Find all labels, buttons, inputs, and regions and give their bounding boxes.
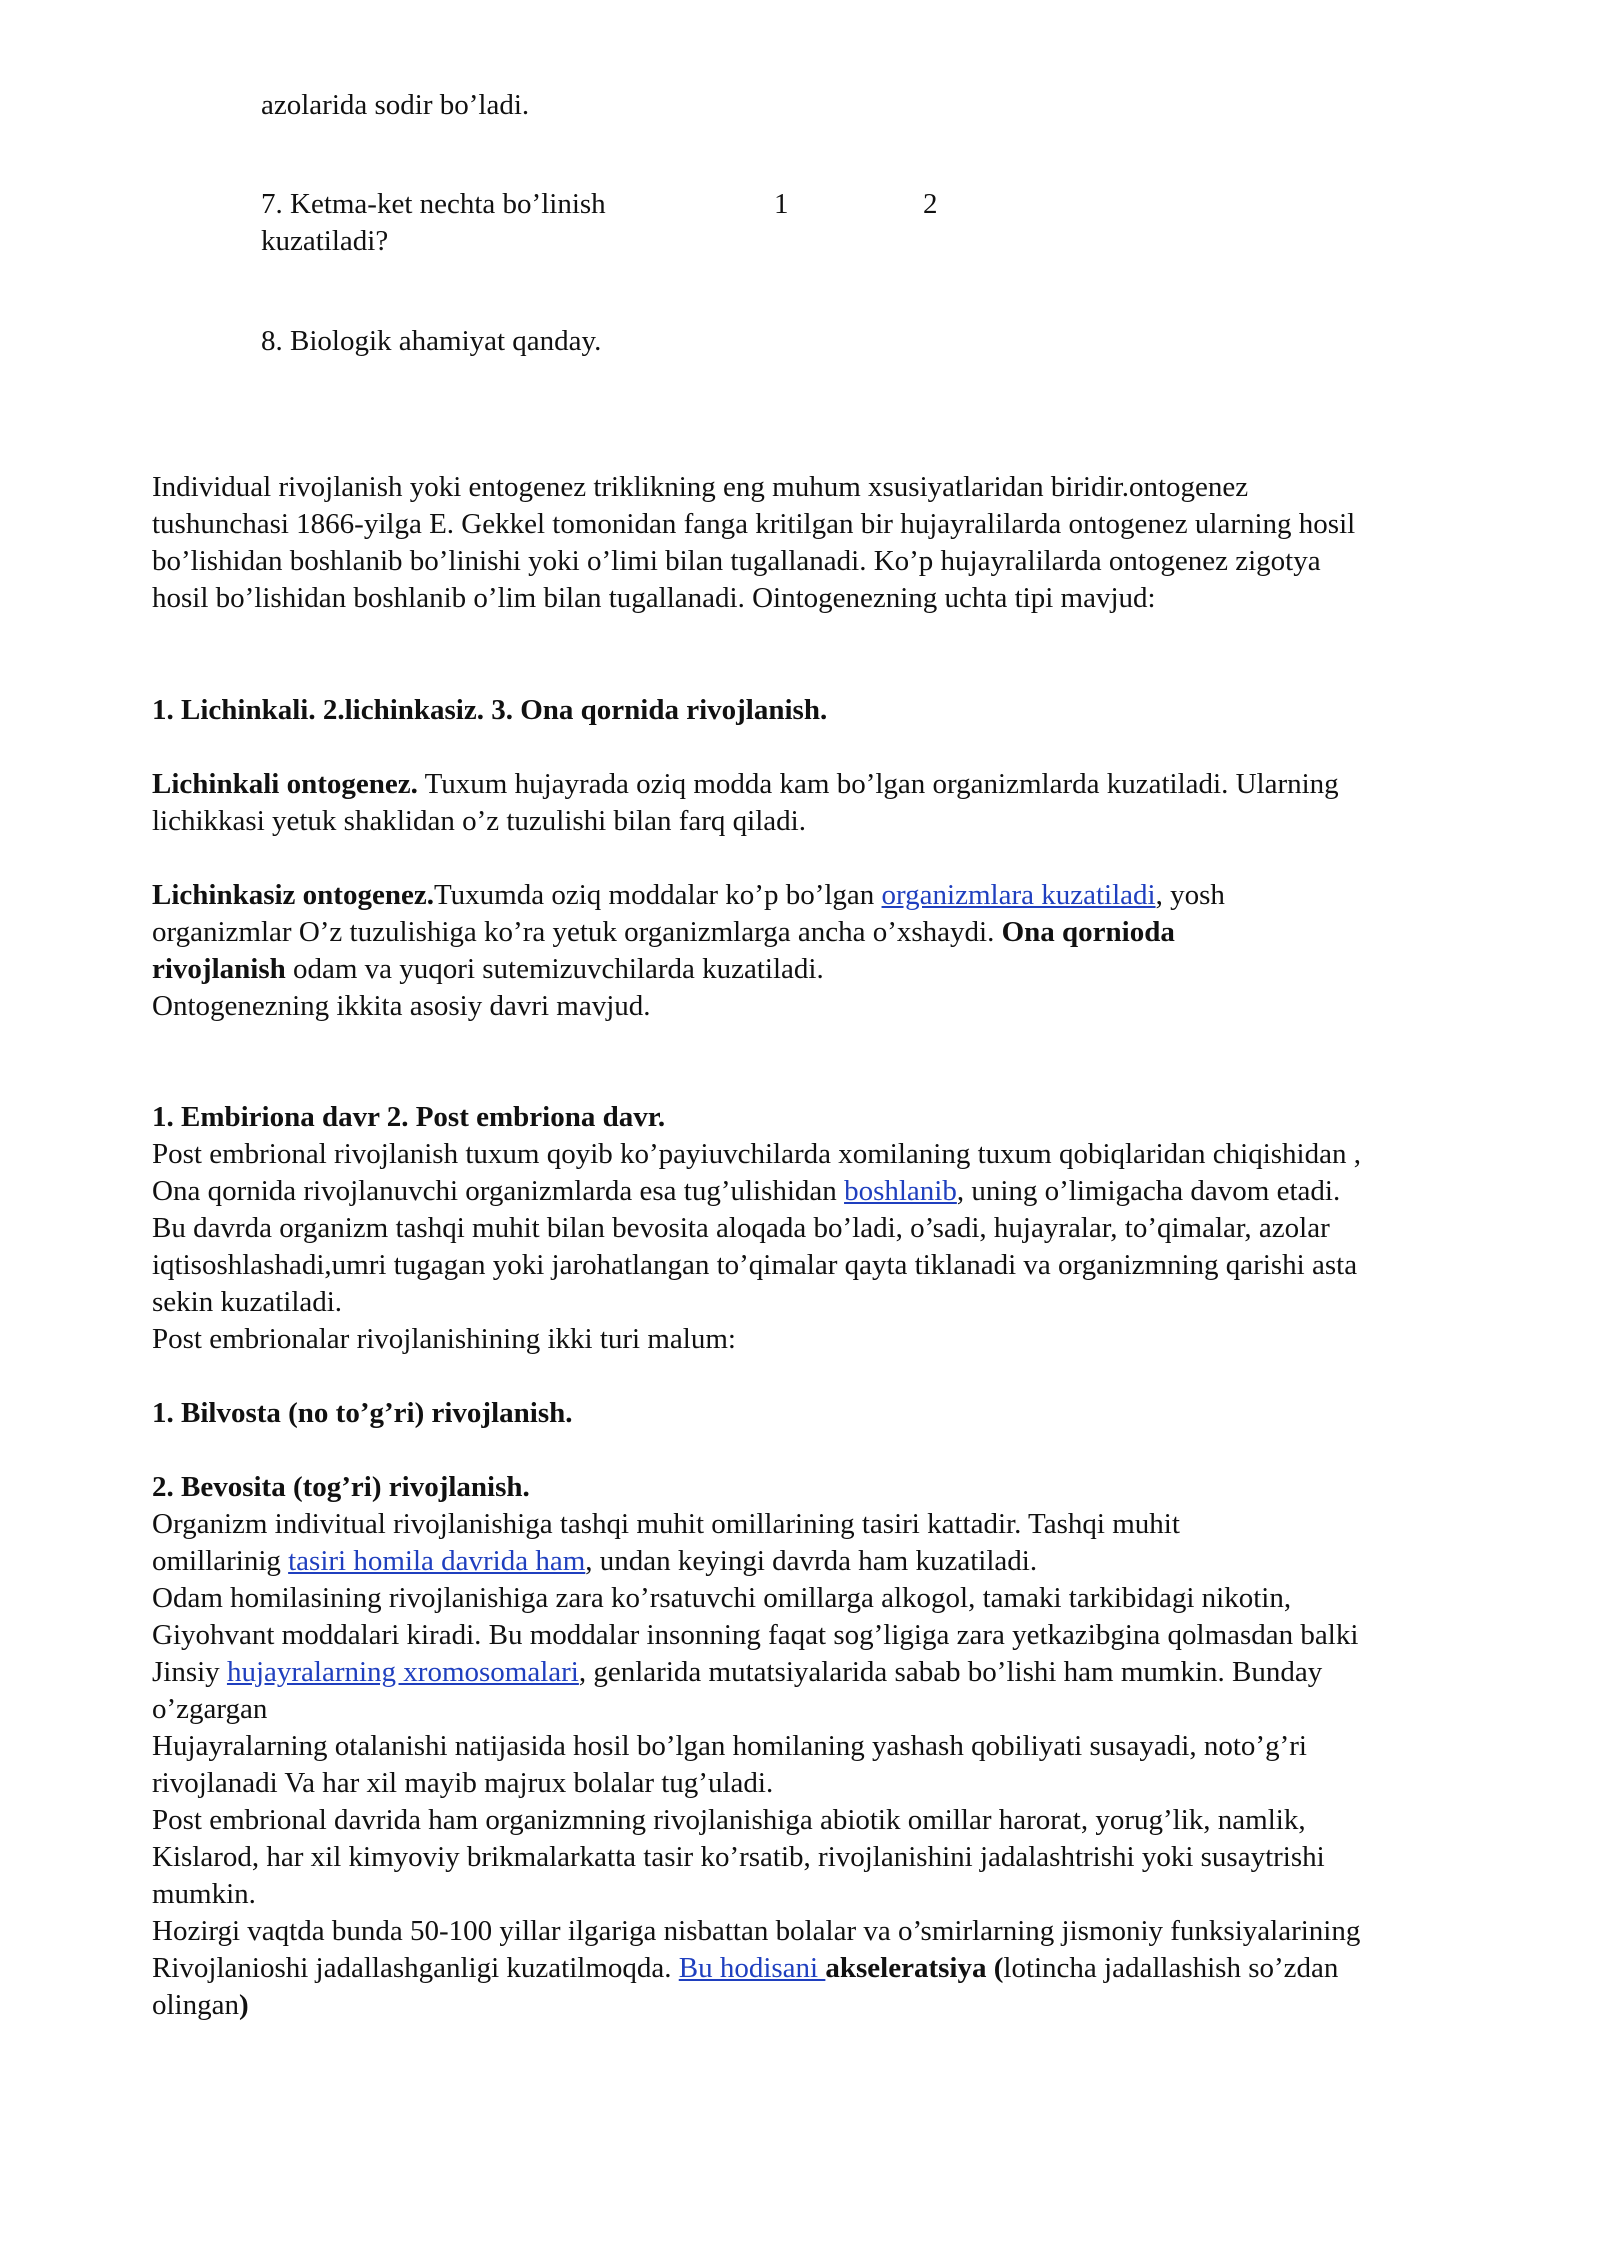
hujayralarning-link[interactable]: hujayralarning xromosomalari: [226, 1656, 579, 1688]
question-7: [261, 186, 606, 260]
direct-heading-text: 2. Bevosita (tog’ri) rivojlanish.: [152, 1471, 530, 1503]
environment-line2-post: , undan keyingi davrda ham kuzatiladi.: [585, 1545, 1038, 1577]
question-7-answer-1: 1: [774, 188, 789, 220]
types-heading-text: 1. Lichinkali. 2.lichinkasiz. 3. Ona qornida rivojlanish.: [152, 694, 828, 726]
intro-line: hosil bo’lishidan boshlanib o’lim bilan tugallanadi. Ointogenezning uchta tipi mavjud:: [152, 582, 1156, 614]
intro-line: Individual rivojlanish yoki entogenez triklikning eng muhum xsusiyatlaridan biridir.ontogenez: [152, 471, 1249, 503]
question-8-text: 8. Biologik ahamiyat qanday.: [261, 325, 602, 357]
question-7-line2: kuzatiladi?: [261, 225, 389, 257]
intro-line: bo’lishidan boshlanib bo’linishi yoki o’limi bilan tugallanadi. Ko’p hujayralilarda ontogenez zigotya: [152, 545, 1321, 577]
environment-line13-pre: Rivojlanioshi jadallashganligi kuzatilmoqda.: [152, 1952, 679, 1984]
postembryonic-paragraph: [152, 1136, 1522, 1358]
nonlarval-paragraph: [152, 877, 1522, 1025]
environment-line2-pre: omillarinig: [152, 1545, 289, 1577]
larval-line1: [152, 766, 1522, 803]
bu-hodisani-link[interactable]: Bu hodisani: [678, 1952, 826, 1984]
nonlarval-line2: [152, 914, 1522, 951]
open-paren: (: [986, 1952, 1004, 1984]
nonlarval-term: Lichinkasiz ontogenez.: [152, 879, 434, 911]
direct-section: [152, 1469, 1522, 2024]
environment-line7: Hujayralarning otalanishi natijasida hosil bo’lgan homilaning yashash qobiliyati susayadi, noto’g’ri: [152, 1730, 1307, 1762]
akseleratsiya-term: akseleratsiya: [825, 1952, 987, 1984]
tasiri-homila-link[interactable]: tasiri homila davrida ham: [288, 1545, 586, 1577]
nonlarval-line4: Ontogenezning ikkita asosiy davri mavjud.: [152, 990, 651, 1022]
environment-line14: [152, 1987, 1522, 2024]
nonlarval-line3: [152, 951, 1522, 988]
nonlarval-line1: [152, 877, 1522, 914]
close-paren: ): [239, 1989, 249, 2021]
rivojlanish-term: rivojlanish: [152, 953, 286, 985]
environment-line9: Post embrional davrida ham organizmning rivojlanishiga abiotik omillar harorat, yorug’lik, namlik,: [152, 1804, 1306, 1836]
postembryonic-line3: Bu davrda organizm tashqi muhit bilan bevosita aloqada bo’ladi, o’sadi, hujayralar, to’qimalar, azolar: [152, 1212, 1330, 1244]
indirect-heading-text: 1. Bilvosta (no to’g’ri) rivojlanish.: [152, 1397, 573, 1429]
environment-line6: o’zgargan: [152, 1693, 268, 1725]
nonlarval-line1-rest: Tuxumda oziq moddalar ko’p bo’lgan: [433, 879, 882, 911]
postembryonic-line2-post: , uning o’limigacha davom etadi.: [956, 1175, 1341, 1207]
environment-line11: mumkin.: [152, 1878, 256, 1910]
question-8: [261, 323, 601, 360]
postembryonic-line2: [152, 1173, 1522, 1210]
environment-line12: Hozirgi vaqtda bunda 50-100 yillar ilgariga nisbattan bolalar va o’smirlarning jismoniy funksiyalarining: [152, 1915, 1361, 1947]
larval-line1-rest: Tuxum hujayrada oziq modda kam bo’lgan organizmlarda kuzatiladi. Ularning: [417, 768, 1339, 800]
boshlanib-link[interactable]: boshlanib: [844, 1175, 957, 1207]
nonlarval-line3-rest: odam va yuqori sutemizuvchilarda kuzatiladi.: [285, 953, 824, 985]
ona-qornida-term: Ona qornioda: [1001, 916, 1175, 948]
environment-line13: [152, 1950, 1522, 1987]
postembryonic-line1: Post embrional rivojlanish tuxum qoyib ko’payiuvchilarda xomilaning tuxum qobiqlaridan chiqishidan ,: [152, 1138, 1361, 1170]
environment-line4: Giyohvant moddalari kiradi. Bu moddalar insonning faqat sog’ligiga zara yetkazibgina qolmasdan balki: [152, 1619, 1359, 1651]
environment-line10: Kislarod, har xil kimyoviy brikmalarkatta tasir ko’rsatib, rivojlanishini jadalashtrishi yoki susaytrishi: [152, 1841, 1325, 1873]
postembryonic-line4: iqtisoshlashadi,umri tugagan yoki jarohatlangan to’qimalar qayta tiklanadi va organizmning qarishi asta: [152, 1249, 1358, 1281]
environment-line3: Odam homilasining rivojlanishiga zara ko’rsatuvchi omillarga alkogol, tamaki tarkibidagi nikotin,: [152, 1582, 1292, 1614]
larval-term: Lichinkali ontogenez.: [152, 768, 418, 800]
nonlarval-line1-after: , yosh: [1155, 879, 1225, 911]
question-7-answer-2: 2: [923, 188, 938, 220]
indirect-heading: [152, 1395, 1522, 1432]
periods-heading-text: 1. Embiriona davr 2. Post embriona davr.: [152, 1101, 666, 1133]
postembryonic-line5: sekin kuzatiladi.: [152, 1286, 343, 1318]
question-7-line1: 7. Ketma-ket nechta bo’linish: [261, 188, 606, 220]
environment-line13-post: lotincha jadallashish so’zdan: [1003, 1952, 1339, 1984]
postembryonic-line2-pre: Ona qornida rivojlanuvchi organizmlarda esa tug’ulishidan: [152, 1175, 845, 1207]
postembryonic-line6: Post embrionalar rivojlanishining ikki turi malum:: [152, 1323, 736, 1355]
larval-paragraph: [152, 766, 1522, 840]
organizmlara-link[interactable]: organizmlara kuzatiladi: [881, 879, 1156, 911]
environment-line14-text: olingan: [152, 1989, 239, 2021]
environment-line5-pre: Jinsiy: [152, 1656, 227, 1688]
periods-heading: [152, 1099, 1522, 1136]
question-6-tail: [261, 87, 529, 124]
environment-line5-post: , genlarida mutatsiyalarida sabab bo’lishi ham mumkin. Bunday: [578, 1656, 1323, 1688]
environment-line8: rivojlanadi Va har xil mayib majrux bolalar tug’uladi.: [152, 1767, 774, 1799]
environment-line5: [152, 1654, 1522, 1691]
larval-line2: lichikkasi yetuk shaklidan o’z tuzulishi bilan farq qiladi.: [152, 805, 806, 837]
environment-line1: Organizm indivitual rivojlanishiga tashqi muhit omillarining tasiri kattadir. Tashqi muhit: [152, 1508, 1180, 1540]
intro-line: tushunchasi 1866-yilga E. Gekkel tomonidan fanga kritilgan bir hujayralilarda ontogenez ularning hosil: [152, 508, 1356, 540]
nonlarval-line2-rest: organizmlar O’z tuzulishiga ko’ra yetuk organizmlarga ancha o’xshaydi.: [152, 916, 1002, 948]
intro-paragraph: [152, 469, 1522, 617]
environment-line2: [152, 1543, 1522, 1580]
direct-heading: [152, 1469, 1522, 1506]
question-6-tail-text: azolarida sodir bo’ladi.: [261, 89, 530, 121]
types-heading: [152, 692, 1522, 729]
